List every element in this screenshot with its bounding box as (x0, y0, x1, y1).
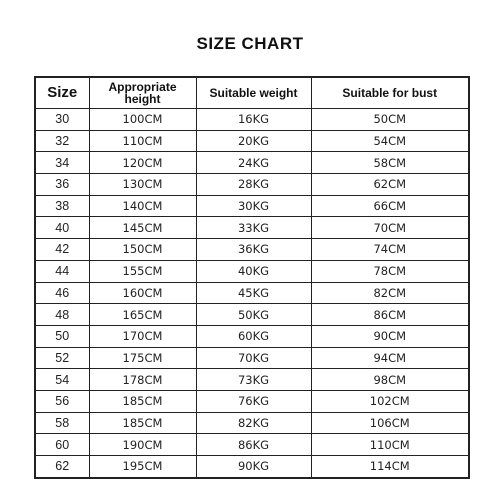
header-height: Appropriate height (89, 77, 196, 109)
cell-bust: 110CM (311, 434, 469, 456)
cell-weight: 20KG (196, 130, 311, 152)
cell-weight: 28KG (196, 174, 311, 196)
table-row (35, 195, 469, 217)
cell-size: 48 (35, 304, 89, 326)
cell-height: 110CM (89, 130, 196, 152)
table-row (35, 109, 469, 131)
cell-height: 155CM (89, 260, 196, 282)
cell-weight: 45KG (196, 282, 311, 304)
cell-size: 52 (35, 347, 89, 369)
cell-height: 100CM (89, 109, 196, 131)
cell-weight: 60KG (196, 325, 311, 347)
cell-bust: 94CM (311, 347, 469, 369)
table-row (35, 260, 469, 282)
cell-bust: 66CM (311, 195, 469, 217)
header-bust: Suitable for bust (311, 77, 469, 109)
cell-weight: 40KG (196, 260, 311, 282)
cell-weight: 36KG (196, 239, 311, 261)
cell-bust: 70CM (311, 217, 469, 239)
cell-size: 38 (35, 195, 89, 217)
header-weight: Suitable weight (196, 77, 311, 109)
cell-size: 50 (35, 325, 89, 347)
cell-weight: 73KG (196, 369, 311, 391)
table-row (35, 282, 469, 304)
table-header-row (35, 77, 469, 109)
cell-bust: 106CM (311, 412, 469, 434)
cell-height: 178CM (89, 369, 196, 391)
table-row (35, 325, 469, 347)
cell-bust: 78CM (311, 260, 469, 282)
table-row (35, 239, 469, 261)
cell-weight: 86KG (196, 434, 311, 456)
table-row (35, 412, 469, 434)
cell-bust: 114CM (311, 456, 469, 478)
table-row (35, 130, 469, 152)
table-row (35, 347, 469, 369)
cell-size: 40 (35, 217, 89, 239)
cell-size: 60 (35, 434, 89, 456)
table-row (35, 152, 469, 174)
cell-size: 62 (35, 456, 89, 478)
cell-bust: 98CM (311, 369, 469, 391)
cell-weight: 33KG (196, 217, 311, 239)
table-row (35, 217, 469, 239)
cell-height: 160CM (89, 282, 196, 304)
cell-bust: 74CM (311, 239, 469, 261)
cell-height: 150CM (89, 239, 196, 261)
cell-bust: 102CM (311, 390, 469, 412)
cell-size: 34 (35, 152, 89, 174)
cell-bust: 62CM (311, 174, 469, 196)
cell-bust: 54CM (311, 130, 469, 152)
cell-bust: 58CM (311, 152, 469, 174)
cell-size: 32 (35, 130, 89, 152)
cell-height: 185CM (89, 390, 196, 412)
cell-weight: 70KG (196, 347, 311, 369)
size-chart-table (34, 76, 470, 479)
cell-bust: 82CM (311, 282, 469, 304)
cell-size: 30 (35, 109, 89, 131)
page-title: SIZE CHART (196, 34, 304, 53)
cell-weight: 30KG (196, 195, 311, 217)
table-row (35, 390, 469, 412)
cell-weight: 76KG (196, 390, 311, 412)
cell-weight: 82KG (196, 412, 311, 434)
cell-bust: 50CM (311, 109, 469, 131)
cell-size: 36 (35, 174, 89, 196)
cell-size: 46 (35, 282, 89, 304)
cell-weight: 24KG (196, 152, 311, 174)
cell-bust: 86CM (311, 304, 469, 326)
cell-height: 195CM (89, 456, 196, 478)
table-row (35, 456, 469, 478)
cell-weight: 50KG (196, 304, 311, 326)
table-row (35, 434, 469, 456)
table-row (35, 174, 469, 196)
cell-height: 145CM (89, 217, 196, 239)
cell-size: 58 (35, 412, 89, 434)
cell-height: 165CM (89, 304, 196, 326)
cell-size: 44 (35, 260, 89, 282)
table-row (35, 369, 469, 391)
cell-size: 54 (35, 369, 89, 391)
table-body (35, 109, 469, 478)
cell-height: 175CM (89, 347, 196, 369)
cell-height: 130CM (89, 174, 196, 196)
cell-height: 190CM (89, 434, 196, 456)
cell-height: 170CM (89, 325, 196, 347)
cell-weight: 16KG (196, 109, 311, 131)
cell-weight: 90KG (196, 456, 311, 478)
cell-size: 42 (35, 239, 89, 261)
cell-size: 56 (35, 390, 89, 412)
cell-height: 120CM (89, 152, 196, 174)
cell-height: 185CM (89, 412, 196, 434)
cell-height: 140CM (89, 195, 196, 217)
header-size: Size (35, 77, 89, 109)
table-row (35, 304, 469, 326)
cell-bust: 90CM (311, 325, 469, 347)
